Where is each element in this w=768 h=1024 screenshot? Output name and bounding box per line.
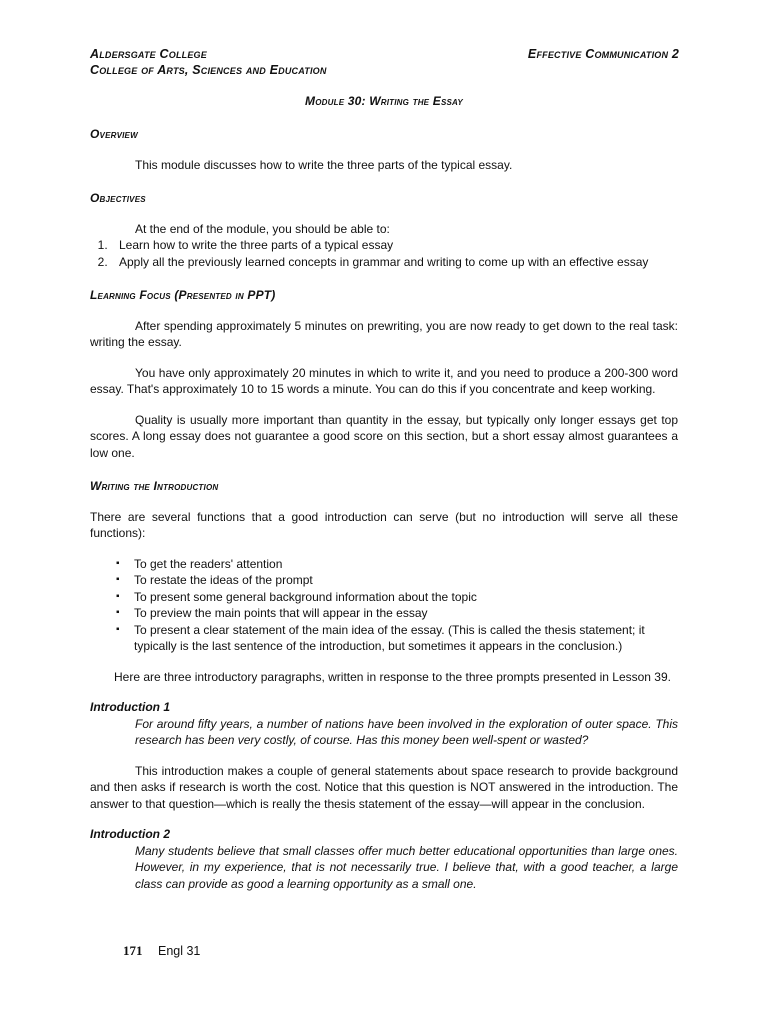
document-body — [90, 126, 678, 892]
objective-item: 1. Learn how to write the three parts of a typical essay — [111, 237, 678, 254]
function-item: ▪ To get the readers' attention — [116, 556, 678, 573]
introduction-1-text: For around fifty years, a number of nations have been involved in the exploration of outer space. This research has been very costly, of course. Has this money been well-spent or wasted? — [135, 716, 678, 747]
learning-focus-paragraph: After spending approximately 5 minutes on prewriting, you are now ready to get down to the real task: writing the essay. — [90, 318, 678, 349]
objectives-list — [90, 237, 678, 270]
page-number: 171 — [123, 943, 143, 958]
college-name: College of Arts, Sciences and Education — [90, 63, 327, 77]
objectives-heading: Objectives — [90, 191, 146, 205]
function-item: ▪ To preview the main points that will appear in the essay — [116, 605, 678, 622]
learning-focus-heading: Learning Focus (Presented in PPT) — [90, 288, 276, 302]
objectives-intro: At the end of the module, you should be able to: — [135, 221, 390, 236]
learning-focus-paragraph: Quality is usually more important than quantity in the essay, but typically only longer essays get top scores. A long essay does not guarantee a good score on this section, but a short essay almost guarantees a low one. — [90, 412, 678, 460]
page-header-left — [90, 46, 327, 78]
overview-heading: Overview — [90, 127, 138, 141]
page-header-right — [528, 46, 679, 62]
introduction-1-label: Introduction 1 — [90, 700, 170, 714]
overview-text: This module discusses how to write the three parts of the typical essay. — [135, 157, 513, 172]
module-title: Module 30: Writing the Essay — [305, 94, 463, 108]
writing-intro-heading: Writing the Introduction — [90, 479, 219, 493]
function-item: ▪ To present a clear statement of the main idea of the essay. (This is called the thesis statement; it typically is the last sentence of the introduction, but sometimes it appears in the conclusion.) — [116, 622, 678, 655]
function-item: ▪ To restate the ideas of the prompt — [116, 572, 678, 589]
objective-item: 2. Apply all the previously learned concepts in grammar and writing to come up with an effective essay — [111, 254, 678, 271]
course-name: Effective Communication 2 — [527, 47, 679, 61]
writing-intro-note: Here are three introductory paragraphs, written in response to the three prompts presented in Lesson 39. — [114, 669, 671, 684]
learning-focus-paragraph: You have only approximately 20 minutes in which to write it, and you need to produce a 200-300 word essay. That's approximately 10 to 15 words a minute. You can do this if you concentrate and keep working. — [90, 365, 678, 396]
course-code: Engl 31 — [157, 944, 201, 958]
page-footer — [123, 943, 200, 959]
introduction-1-commentary: This introduction makes a couple of general statements about space research to provide background and then asks if research is worth the cost. Notice that this question is NOT answered in the introduction. The answer to that question—which is really the thesis statement of the essay—will appear in the conclusion. — [90, 763, 678, 811]
function-item: ▪ To present some general background information about the topic — [116, 589, 678, 606]
introduction-2-text: Many students believe that small classes offer much better educational opportunities than large ones. However, in my experience, that is not necessarily true. I believe that, with a good teacher, a large class can provide as good a learning opportunity as a small one. — [135, 843, 678, 891]
introduction-2-label: Introduction 2 — [90, 827, 170, 841]
school-name: Aldersgate College — [90, 47, 207, 61]
intro-functions-list — [90, 556, 678, 655]
writing-intro-lead: There are several functions that a good introduction can serve (but no introduction will serve all these functions): — [90, 509, 678, 540]
